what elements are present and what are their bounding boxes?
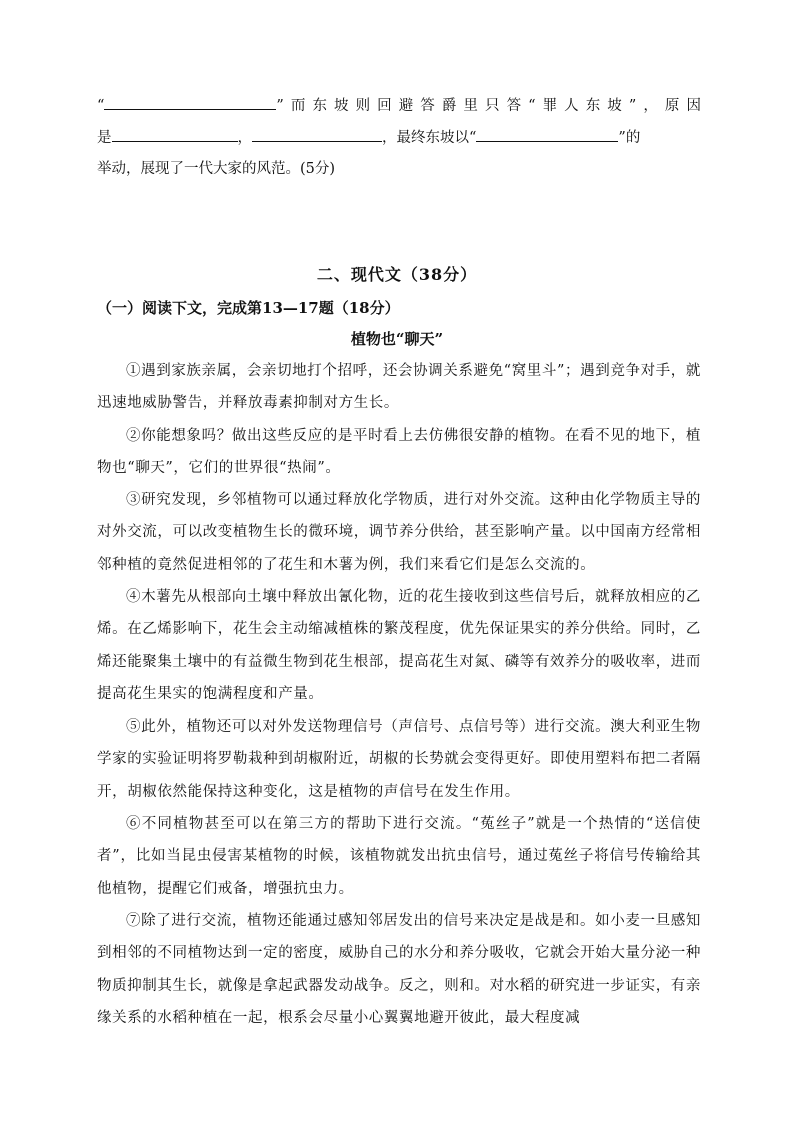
question-text: 是 (97, 130, 112, 146)
essay-paragraph-3: ③研究发现，乡邻植物可以通过释放化学物质，进行对外交流。这种由化学物质主导的对外交流，可以改变植物生长的微环境，调节养分供给，甚至影响产量。以中国南方经常相邻种植的竟然促进相邻的了花生和木薯为例，我们来看它们是怎么交流的。 (97, 492, 701, 573)
answer-blank[interactable] (104, 95, 276, 110)
essay-paragraph-1: ①遇到家族亲属，会亲切地打个招呼，还会协调关系避免“窝里斗”；遇到竞争对手，就迅速地威胁警告，并释放毒素抑制对方生长。 (97, 363, 701, 412)
question-text: ”的 (618, 130, 641, 146)
essay-paragraph-6: ⑥不同植物甚至可以在第三方的帮助下进行交流。“菟丝子”就是一个热情的“送信使者”，比如当昆虫侵害某植物的时候，该植物就发出抗虫信号，通过菟丝子将信号传输给其他植物，提醒它们戒备，增强抗虫力。 (97, 816, 701, 897)
question-line-2 (97, 127, 701, 148)
section-title: 二、现代文（38分） (316, 265, 478, 284)
question-text: ，最终东坡以“ (382, 130, 477, 146)
answer-blank[interactable] (476, 127, 618, 142)
answer-blank[interactable] (112, 127, 238, 142)
question-text: ， (237, 130, 252, 146)
essay-paragraph-5: ⑤此外，植物还可以对外发送物理信号（声信号、点信号等）进行交流。澳大利亚生物学家的实验证明将罗勒栽种到胡椒附近，胡椒的长势就会变得更好。即使用塑料布把二者隔开，胡椒依然能保持这种变化，这是植物的声信号在发生作用。 (97, 719, 701, 800)
question-text: ”而东坡则回避答爵里只答“罪人东坡”，原因 (276, 98, 701, 114)
question-line-1 (97, 95, 701, 116)
section-subtitle: （一）阅读下文，完成第13—17题（18分） (97, 299, 400, 317)
essay-paragraph-7: ⑦除了进行交流，植物还能通过感知邻居发出的信号来决定是战是和。如小麦一旦感知到相邻的不同植物达到一定的密度，威胁自己的水分和养分吸收，它就会开始大量分泌一种物质抑制其生长，就像是拿起武器发动战争。反之，则和。对水稻的研究进一步证实，有亲缘关系的水稻种植在一起，根系会尽量小心翼翼地避开彼此，最大程度减 (97, 913, 701, 1027)
essay-paragraph-2: ②你能想象吗？做出这些反应的是平时看上去仿佛很安静的植物。在看不见的地下，植物也“聊天”，它们的世界很“热闹”。 (97, 428, 701, 477)
essay-paragraph-4: ④木薯先从根部向土壤中释放出氰化物，近的花生接收到这些信号后，就释放相应的乙烯。在乙烯影响下，花生会主动缩减植株的繁茂程度，优先保证果实的养分供给。同时，乙烯还能聚集土壤中的有益微生物到花生根部，提高花生对氮、磷等有效养分的吸收率，进而提高花生果实的饱满程度和产量。 (97, 589, 701, 703)
essay-title: 植物也“聊天” (350, 330, 444, 348)
question-text: “ (97, 98, 105, 114)
answer-blank[interactable] (252, 127, 382, 142)
question-line-3: 举动，展现了一代大家的风范。(5分) (97, 161, 336, 177)
